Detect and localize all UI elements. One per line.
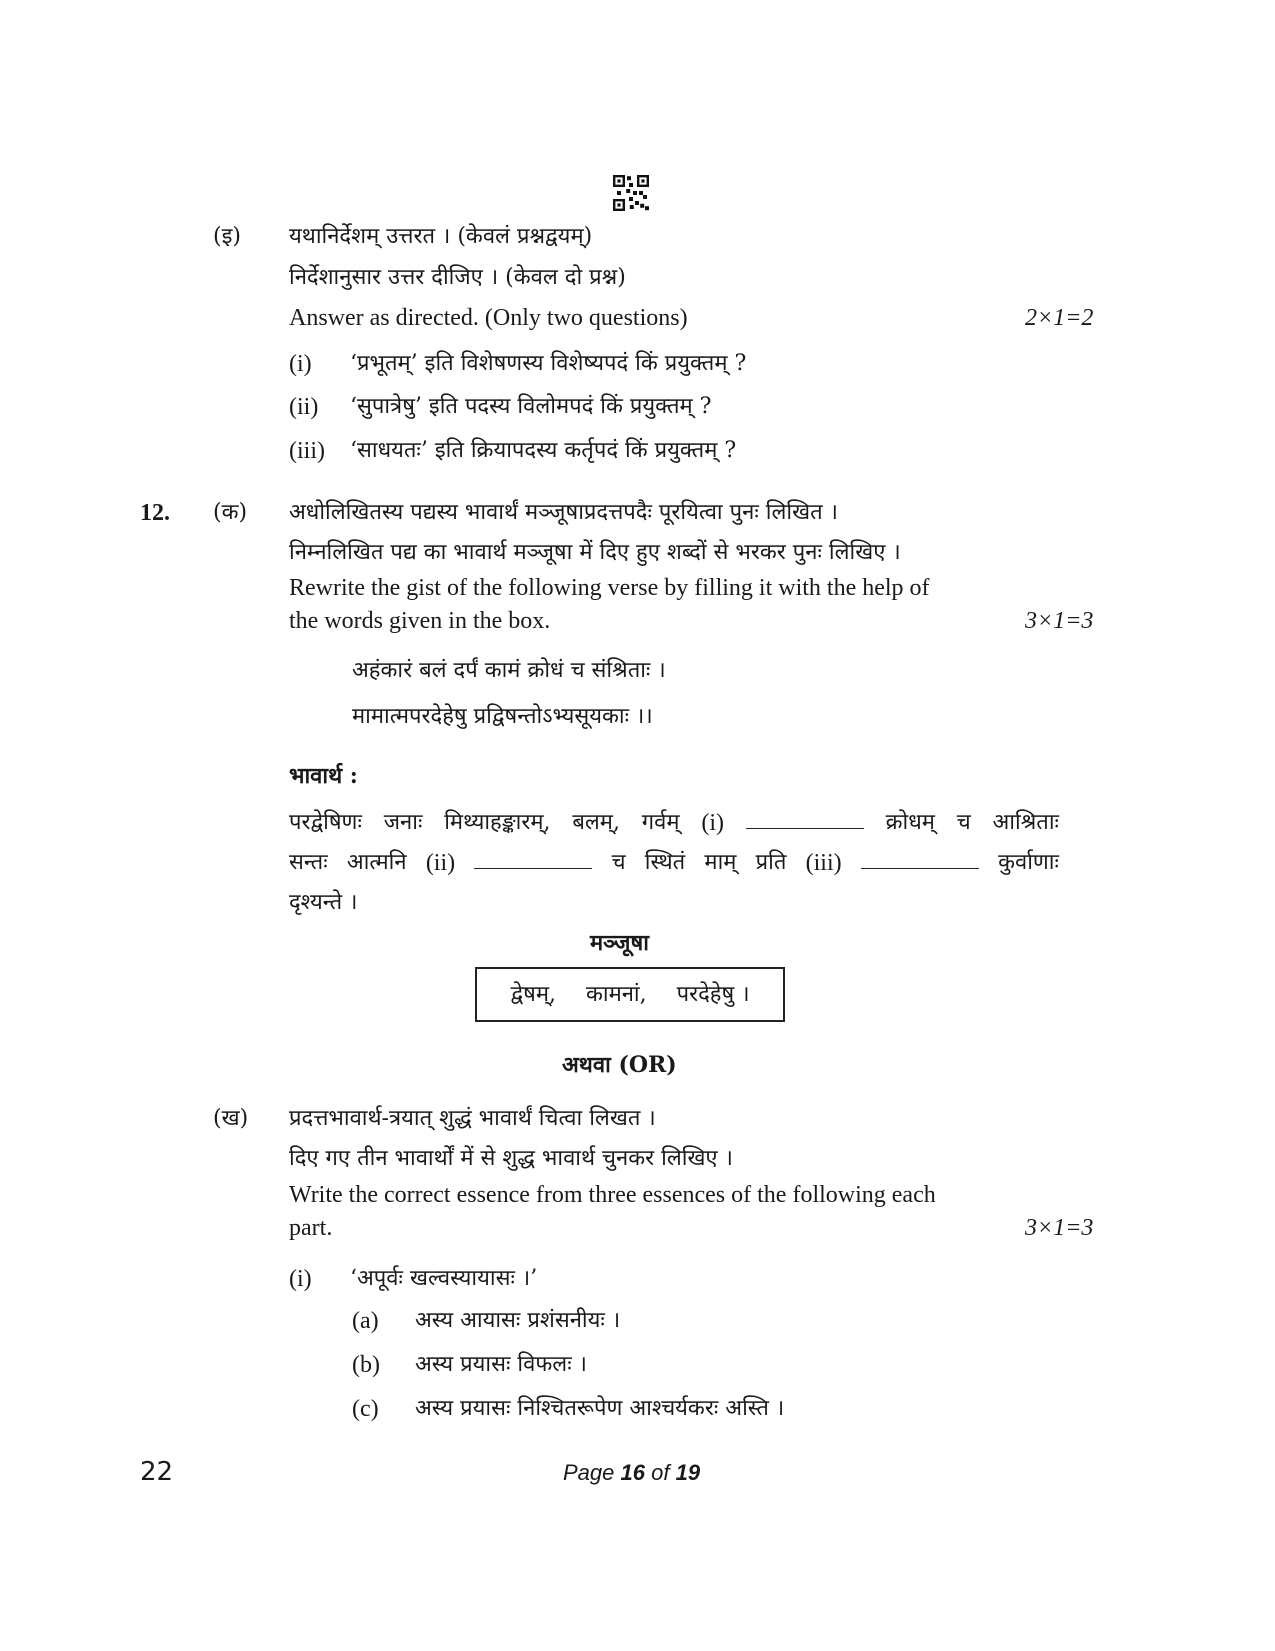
q12b-line3: Write the correct essence from three essences of the following each xyxy=(289,1182,936,1208)
word: मिथ्याहङ्कारम्, xyxy=(444,810,551,835)
blank-1[interactable] xyxy=(746,808,864,829)
option-text: अस्य आयासः प्रशंसनीयः । xyxy=(415,1308,621,1333)
q12-marks: 3×1=3 xyxy=(1025,608,1094,634)
bhavartha-line-3: दृश्यन्ते । xyxy=(289,890,358,915)
q11e-line2: निर्देशानुसार उत्तर दीजिए । (केवल दो प्रश्न) xyxy=(289,265,626,290)
blank-number: (ii) xyxy=(425,850,456,876)
q12-label: (क) xyxy=(213,500,248,525)
q11e-item-num: (i) xyxy=(289,351,312,377)
page-indicator xyxy=(563,1460,700,1486)
word: आश्रिताः xyxy=(992,810,1059,835)
or-label: अथवा (OR) xyxy=(562,1052,677,1078)
box-word: परदेहेषु । xyxy=(676,981,750,1007)
word: परद्वेषिणः xyxy=(289,810,362,835)
q12-line1: अधोलिखितस्य पद्यस्य भावार्थं मञ्जूषाप्रदत्तपदैः पूरयित्वा पुनः लिखित । xyxy=(289,500,838,525)
word: स्थितं xyxy=(644,850,686,875)
bhavartha-heading: भावार्थ : xyxy=(289,763,358,789)
q12-line2: निम्नलिखित पद्य का भावार्थ मञ्जूषा में दिए हुए शब्दों से भरकर पुनः लिखिए । xyxy=(289,540,901,565)
blank-number: (i) xyxy=(701,810,725,836)
q11e-item-text: ‘प्रभूतम्’ इति विशेषणस्य विशेष्यपदं किं प्रयुक्तम् ? xyxy=(350,351,747,376)
verse-line-2: मामात्मपरदेहेषु प्रद्विषन्तोऽभ्यसूयकाः ।। xyxy=(352,704,653,729)
qr-code xyxy=(613,175,649,211)
q11e-line3: Answer as directed. (Only two questions) xyxy=(289,305,688,331)
bhavartha-line-2 xyxy=(289,848,1059,878)
option-text: अस्य प्रयासः विफलः । xyxy=(415,1352,587,1377)
word: क्रोधम् xyxy=(885,810,935,835)
q12b-sub-num: (i) xyxy=(289,1266,312,1292)
option-num: (c) xyxy=(352,1396,379,1422)
of-word: of xyxy=(651,1460,670,1485)
word: बलम्, xyxy=(572,810,620,835)
word: च xyxy=(611,850,626,875)
word: आत्मनि xyxy=(346,850,407,875)
blank-2[interactable] xyxy=(474,848,592,869)
q12b-marks: 3×1=3 xyxy=(1025,1215,1094,1241)
q11e-item-num: (ii) xyxy=(289,394,319,420)
q12b-line4: part. xyxy=(289,1215,333,1241)
q12-number: 12. xyxy=(140,500,170,526)
manjusha-heading: मञ्जूषा xyxy=(590,930,649,956)
q12b-line2: दिए गए तीन भावार्थों में से शुद्ध भावार्थ चुनकर लिखिए । xyxy=(289,1146,733,1171)
q12b-label: (ख) xyxy=(213,1106,249,1131)
word: जनाः xyxy=(383,810,423,835)
verse-line-1: अहंकारं बलं दर्पं कामं क्रोधं च संश्रिताः । xyxy=(352,658,666,683)
page-total: 19 xyxy=(675,1460,701,1485)
option-text: अस्य प्रयासः निश्चितरूपेण आश्चर्यकरः अस्ति । xyxy=(415,1396,785,1421)
page-current: 16 xyxy=(620,1460,645,1485)
bhavartha-line-1 xyxy=(289,808,1059,838)
option-num: (a) xyxy=(352,1308,379,1334)
q12-line4: the words given in the box. xyxy=(289,608,551,634)
word: गर्वम् xyxy=(641,810,680,835)
paper-code: 22 xyxy=(140,1457,174,1487)
q11e-label: (इ) xyxy=(213,224,241,249)
q11e-item-text: ‘साधयतः’ इति क्रियापदस्य कर्तृपदं किं प्रयुक्तम् ? xyxy=(350,438,737,463)
q11e-item-text: ‘सुपात्रेषु’ इति पदस्य विलोमपदं किं प्रयुक्तम् ? xyxy=(350,394,712,419)
word: कुर्वाणाः xyxy=(998,850,1059,875)
blank-number: (iii) xyxy=(805,850,842,876)
q11e-marks: 2×1=2 xyxy=(1025,305,1094,331)
word: प्रति xyxy=(755,850,787,875)
box-word: द्वेषम्, xyxy=(510,981,556,1007)
q12b-line1: प्रदत्तभावार्थ-त्रयात् शुद्धं भावार्थं चित्वा लिखत । xyxy=(289,1106,656,1131)
q12-line3: Rewrite the gist of the following verse by filling it with the help of xyxy=(289,575,930,601)
page-word: Page xyxy=(563,1460,615,1485)
word: सन्तः xyxy=(289,850,328,875)
q12b-sub-text: ‘अपूर्वः खल्वस्यायासः ।’ xyxy=(350,1266,538,1291)
word: च xyxy=(956,810,971,835)
word: माम् xyxy=(704,850,737,875)
manjusha-box xyxy=(475,967,785,1022)
option-num: (b) xyxy=(352,1352,380,1378)
q11e-item-num: (iii) xyxy=(289,438,325,464)
box-word: कामनां, xyxy=(585,981,647,1007)
blank-3[interactable] xyxy=(861,848,979,869)
q11e-line1: यथानिर्देशम् उत्तरत । (केवलं प्रश्नद्वयम्) xyxy=(289,224,593,249)
